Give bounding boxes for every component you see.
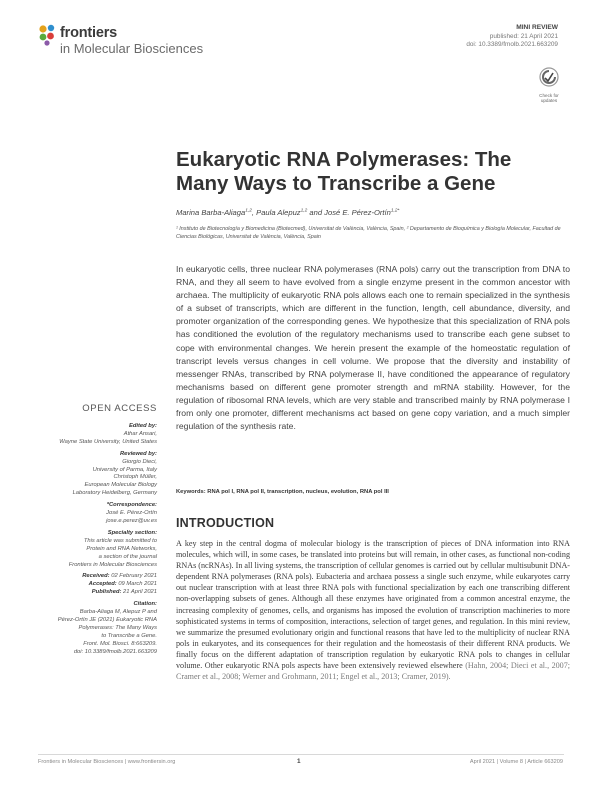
author-affiliation-mark: 1,2*: [390, 208, 400, 214]
footer-journal-link[interactable]: Frontiers in Molecular Biosciences | www.frontiersin.org: [38, 759, 176, 765]
correspondence-label: *Correspondence:: [106, 502, 157, 509]
introduction-text: [176, 538, 570, 682]
correspondence-name: José E. Pérez-Ortín: [106, 510, 157, 517]
specialty-line: a section of the journal: [98, 553, 157, 560]
article-doi[interactable]: doi: 10.3389/fmolb.2021.663209: [466, 41, 558, 49]
accepted-label: Accepted:: [88, 581, 117, 588]
abstract: In eukaryotic cells, three nuclear RNA polymerases (RNA pols) carry out the transcription from DNA to RNA, and they all seem to have evolved from a single enzyme present in the common ancestor with archaea. The multiplicity of eukaryotic RNA pols allows each one to remain specialized in the synthesis of a subset of transcripts, which are different in the function, length, cell abundance, diversity, and promoter organization of the corresponding genes. We hypothesize that this specialization of RNA pols has conditioned the evolution of the regulatory mechanisms used to transcribe each gene subset to cope with environmental changes. We herein present the example of the homeostatic regulation of transcript levels versus changes in cell volume. We propose that the diversity and instability of messenger RNAs, transcribed by RNA polymerase II, have conditioned the appearance of regulatory mechanisms based on different gene promoter strength and mRNA stability. However, for the regulation of ribosomal RNA levels, which are very stable and transcribed mainly by RNA polymerase I from only one promoter, different mechanisms act based on gene copy variation, and a much simpler regulation of the synthesis rate.: [176, 264, 570, 432]
reviewer-line: Giorgio Dieci,: [122, 458, 157, 465]
article-title: Eukaryotic RNA Polymerases: The Many Ways to Transcribe a Gene: [176, 148, 512, 195]
keywords: [176, 489, 570, 495]
open-access-label: OPEN ACCESS: [82, 403, 157, 414]
keywords-label: Keywords:: [176, 489, 206, 495]
reviewer-line: Laboratory Heidelberg, Germany: [72, 490, 157, 497]
received-value: 02 February 2021: [111, 573, 157, 580]
keywords-list: RNA pol I, RNA pol II, transcription, nucleus, evolution, RNA pol III: [207, 489, 389, 495]
published-side-date: [5, 589, 157, 597]
article-info-sidebar: [5, 423, 157, 656]
reviewer-line: Christoph Müller,: [113, 474, 157, 481]
specialty-line: Frontiers in Molecular Biosciences: [68, 561, 157, 568]
citation-line: Polymerases: The Many Ways: [78, 624, 157, 631]
introduction-heading: INTRODUCTION: [176, 516, 275, 530]
article-type: MINI REVIEW: [516, 24, 558, 31]
check-updates-label-1: Check for: [539, 93, 559, 98]
authors-line: [176, 208, 399, 217]
citation-line: Pérez-Ortín JE (2021) Eukaryotic RNA: [57, 616, 157, 623]
published-date: published: 21 April 2021: [489, 32, 558, 40]
introduction-body: A key step in the central dogma of molecular biology is the transcription of pieces of DNA information into RNA molecules, which will, in some cases, be translated into proteins but will remain, in other cases, as functional non-coding RNAs (ncRNAs). In all living systems, the transcription of cellular genomes is carried out by cellular multisubunit DNA-dependent RNA polymerases (RNA pols). Eubacteria and archaea possess a single such enzyme, while eukaryotes carry out nuclear transcription with at least three RNA pols with functional specialization by each one transcribing different non-overlapping subsets of genes. Although all these enzymes have originated from a common ancestral enzyme, the increasing complexity of genomes, cells, and organisms has imposed the evolution of transcription machineries to more sophisticated systems in terms of composition, interactions, selection of target genes, and regulation. In this mini review, we summarize the presumed evolutionary origin and functional reasons that have led to the multiplicity of nuclear RNA pols in eukaryotes, and its consequences for their regulation and the homeostasis of their different RNA products. We finally focus on the different adaptation of transcription regulation by eukaryotic RNA pols to changes in cellular volume. Other eukaryotic RNA pols aspects have been extensively reviewed elsewhere: [176, 539, 570, 671]
citation-label: Citation:: [133, 601, 157, 608]
citation-line: to Transcribe a Gene.: [101, 632, 157, 639]
article-meta: [466, 24, 558, 50]
reviewer-line: University of Parma, Italy: [92, 466, 157, 473]
check-updates-label-2: updates: [540, 98, 558, 104]
author-affiliation-mark: 1,2: [245, 208, 252, 214]
footer-divider: [38, 754, 564, 755]
citation-line: Front. Mol. Biosci. 8:663209.: [83, 640, 157, 647]
specialty-section-label: Specialty section:: [107, 529, 157, 536]
accepted-value: 09 March 2021: [118, 581, 157, 588]
accepted-date: [5, 581, 157, 589]
journal-logo: [38, 22, 238, 62]
author-separator: and: [307, 208, 325, 217]
editor-line: Athar Ansari,: [123, 430, 157, 437]
citation-line: Barba-Aliaga M, Alepuz P and: [79, 609, 157, 616]
correspondence-email[interactable]: jose.e.perez@uv.es: [106, 517, 157, 524]
reviewer-line: European Molecular Biology: [84, 482, 157, 489]
reviewed-by-label: Reviewed by:: [119, 450, 157, 457]
published-value: 21 April 2021: [123, 589, 157, 596]
author-name[interactable]: José E. Pérez-Ortín: [324, 208, 391, 217]
check-for-updates-badge[interactable]: [535, 67, 563, 103]
citation-line: doi: 10.3389/fmolb.2021.663209: [73, 648, 157, 655]
frontiers-logo-icon: [38, 24, 58, 46]
affiliations: ¹ Instituto de Biotecnología y Biomedicina (Biotecmed), Universitat de València, València, Spain, ² Departamento de Bioquímica y Biología Molecular, Facultad de Ciencias Biológicas, Universitat de València, València, Spain: [176, 226, 561, 241]
author-separator: ,: [251, 208, 257, 217]
brand-name: frontiers: [60, 25, 118, 41]
author-name[interactable]: Paula Alepuz: [256, 208, 301, 217]
check-updates-icon: [539, 67, 559, 87]
introduction-citations[interactable]: (Hahn, 2004; Dieci et al., 2007; Cramer et al., 2008; Werner and Grohmann, 2011; Engel et al., 2013; Cramer, 2019).: [176, 661, 571, 682]
specialty-line: Protein and RNA Networks,: [86, 545, 157, 552]
journal-name: in Molecular Biosciences: [60, 41, 204, 56]
author-name[interactable]: Marina Barba-Aliaga: [176, 208, 246, 217]
editor-line: Wayne State University, United States: [59, 438, 157, 445]
footer-issue-info: April 2021 | Volume 8 | Article 663209: [469, 759, 563, 765]
received-label: Received:: [82, 573, 110, 580]
edited-by-label: Edited by:: [128, 423, 157, 429]
page-number: 1: [297, 758, 301, 765]
published-label: Published:: [91, 589, 122, 596]
specialty-line: This article was submitted to: [83, 537, 157, 544]
received-date: [5, 573, 157, 581]
author-affiliation-mark: 1,2: [300, 208, 308, 214]
